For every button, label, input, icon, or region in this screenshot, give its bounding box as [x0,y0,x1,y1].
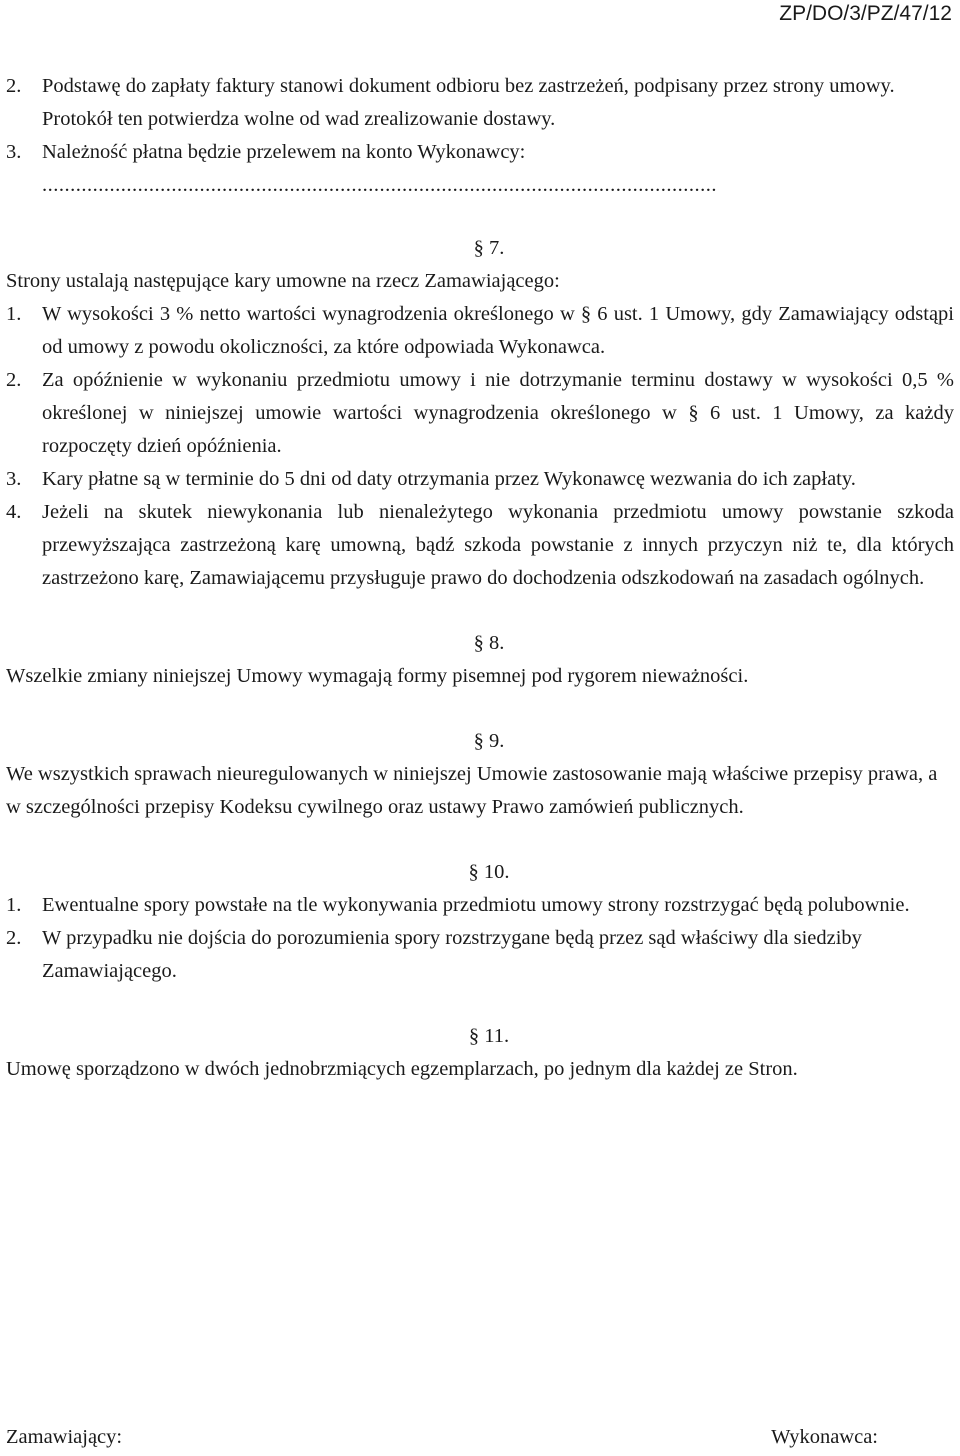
list-item-number: 1. [6,894,22,916]
section-text: We wszystkich sprawach nieuregulowanych w niniejszej Umowie zastosowanie mają właściwe przepisy prawa, a w szczególności przepisy Kodeksu cywilnego oraz ustawy Prawo zamówień publicznych. [6,763,938,818]
list-item-text: W wysokości 3 % netto wartości wynagrodzenia określonego w § 6 ust. 1 Umowy, gdy Zamawiający odstąpi od umowy z powodu okoliczności, za które odpowiada Wykonawca. [42,303,954,358]
section-heading: § 10. [468,861,510,883]
signature-label-contracting-authority: Zamawiający: [6,1426,123,1448]
list-item [6,298,954,364]
list-item [6,463,954,496]
list-item-number: 2. [6,369,22,391]
list-item-number: 3. [6,141,22,163]
section-heading: § 7. [473,237,505,259]
list-item [6,70,954,136]
section-8 [6,627,954,693]
section-heading: § 8. [473,632,505,654]
section-heading: § 9. [473,730,505,752]
list-item [6,889,954,922]
section-text: Umowę sporządzono w dwóch jednobrzmiących egzemplarzach, po jednym dla każdej ze Stron. [6,1058,798,1080]
list-item-text: Jeżeli na skutek niewykonania lub nienależytego wykonania przedmiotu umowy powstanie szkoda przewyższająca zastrzeżoną karę umowną, bądź szkoda powstanie z innych przyczyn niż te, dla których zastrzeżono karę, Zamawiającemu przysługuje prawo do dochodzenia odszkodowań na zasadach ogólnych. [42,501,954,589]
list-item-text: W przypadku nie dojścia do porozumienia spory rozstrzygane będą przez sąd właściwy dla siedziby Zamawiającego. [42,927,862,982]
account-number-placeholder: ........................................................................................................................ [42,174,717,196]
list-item-number: 2. [6,927,22,949]
list-item [6,136,954,169]
signature-row [6,1422,878,1452]
document-id: ZP/DO/3/PZ/47/12 [779,2,952,25]
list-item-number: 4. [6,501,22,523]
list-item-number: 2. [6,75,22,97]
section-9 [6,725,954,824]
section-heading: § 11. [468,1025,510,1047]
section-text: Wszelkie zmiany niniejszej Umowy wymagają formy pisemnej pod rygorem nieważności. [6,665,749,687]
list-item-text: Kary płatne są w terminie do 5 dni od daty otrzymania przez Wykonawcę wezwania do ich zapłaty. [42,468,856,490]
section-10 [6,856,954,988]
list-item [6,496,954,595]
section-7 [6,232,954,595]
list-item-text: Podstawę do zapłaty faktury stanowi dokument odbioru bez zastrzeżeń, podpisany przez strony umowy. Protokół ten potwierdza wolne od wad zrealizowanie dostawy. [42,75,895,130]
section-intro: Strony ustalają następujące kary umowne na rzecz Zamawiającego: [6,270,560,292]
section-6-continuation [6,70,954,202]
document-body [6,70,954,1086]
section-11 [6,1020,954,1086]
list-item [6,364,954,463]
list-item-text: Za opóźnienie w wykonaniu przedmiotu umowy i nie dotrzymanie terminu dostawy w wysokości 0,5 % określonej w niniejszej umowie wartości wynagrodzenia określonego w § 6 ust. 1 Umowy, za każdy rozpoczęty dzień opóźnienia. [42,369,954,457]
list-item [6,922,954,988]
list-item-number: 1. [6,303,22,325]
list-item-text: Ewentualne spory powstałe na tle wykonywania przedmiotu umowy strony rozstrzygać będą polubownie. [42,894,910,916]
signature-label-contractor: Wykonawca: [771,1426,878,1448]
list-item-text: Należność płatna będzie przelewem na konto Wykonawcy: [42,141,526,163]
list-item-number: 3. [6,468,22,490]
